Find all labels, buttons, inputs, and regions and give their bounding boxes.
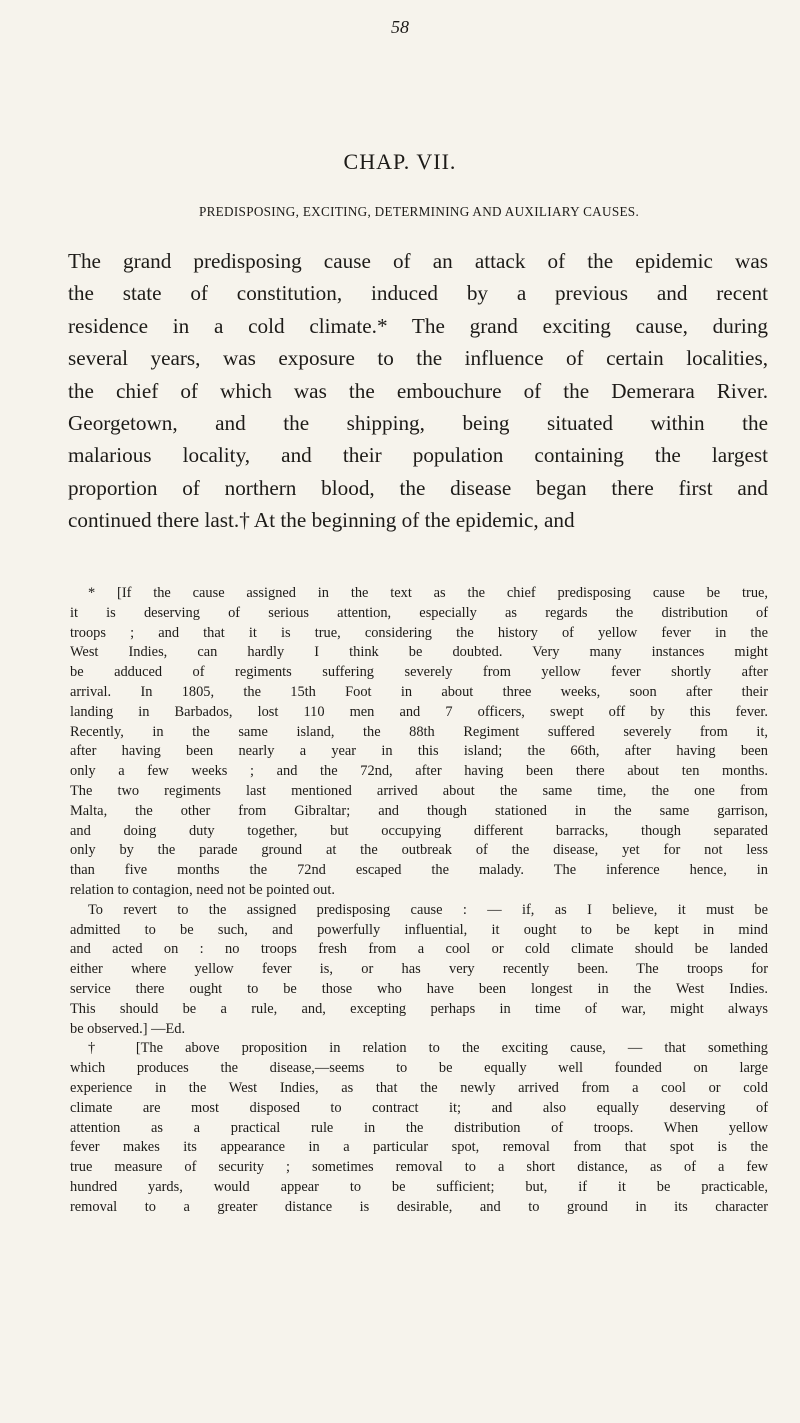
footnote-line: only a few weeks ; and the 72nd, after having been there about ten months. — [70, 763, 768, 780]
footnote-line: hundred yards, would appear to be sufficient; but, if it be practicable, — [70, 1178, 768, 1195]
chapter-title: CHAP. VII. — [343, 149, 457, 174]
footnote-line: attention as a practical rule in the distribution of troops. When yellow — [70, 1119, 768, 1136]
main-text-line: malarious locality, and their population containing the largest — [68, 443, 768, 468]
footnote-line: arrival. In 1805, the 15th Foot in about three weeks, soon after their — [70, 683, 768, 700]
footnote-line: true measure of security ; sometimes removal to a short distance, as of a few — [70, 1159, 768, 1176]
page-number: 58 — [391, 17, 409, 37]
main-text-line: proportion of northern blood, the disease began there first and — [68, 475, 768, 500]
footnote-line: To revert to the assigned predisposing cause : — if, as I believe, it must be — [88, 901, 768, 918]
footnote-line: be adduced of regiments suffering severely from yellow fever shortly after — [70, 664, 768, 681]
footnote-line: after having been nearly a year in this island; the 66th, after having been — [70, 743, 768, 760]
footnote-line: service there ought to be those who have been longest in the West Indies. — [70, 980, 768, 997]
footnote-line: and acted on : no troops fresh from a cool or cold climate should be landed — [70, 941, 768, 958]
footnotes — [70, 584, 768, 1218]
footnote-line: Recently, in the same island, the 88th Regiment suffered severely from it, — [70, 723, 768, 740]
footnote-line: troops ; and that it is true, considering the history of yellow fever in the — [70, 624, 768, 641]
footnote-line: fever makes its appearance in a particular spot, removal from that spot is the — [70, 1139, 768, 1156]
main-text-line: residence in a cold climate.* The grand exciting cause, during — [68, 313, 768, 338]
main-text-line: continued there last.† At the beginning of the epidemic, and — [68, 508, 575, 533]
footnote-line: † [The above proposition in relation to the exciting cause, — that something — [88, 1040, 768, 1057]
main-text-line: Georgetown, and the shipping, being situated within the — [68, 411, 768, 436]
footnote-line: experience in the West Indies, as that the newly arrived from a cool or cold — [70, 1079, 768, 1096]
main-text-line: The grand predisposing cause of an attack of the epidemic was — [68, 249, 768, 273]
footnote-line: * [If the cause assigned in the text as the chief predisposing cause be true, — [88, 585, 768, 601]
footnote-line: landing in Barbados, lost 110 men and 7 officers, swept off by this fever. — [70, 703, 768, 720]
main-text — [68, 245, 768, 537]
footnote-line: be observed.] —Ed. — [70, 1020, 186, 1037]
footnote-line: This should be a rule, and, excepting perhaps in time of war, might always — [70, 1000, 768, 1017]
footnote-line: Malta, the other from Gibraltar; and though stationed in the same garrison, — [70, 802, 768, 819]
footnote-line: only by the parade ground at the outbreak of the disease, yet for not less — [70, 842, 768, 859]
footnote-line: it is deserving of serious attention, especially as regards the distribution of — [70, 604, 768, 621]
main-text-line: the chief of which was the embouchure of the Demerara River. — [68, 378, 768, 403]
footnote-line: admitted to be such, and powerfully influential, it ought to be kept in mind — [70, 921, 768, 938]
footnote-line: and doing duty together, but occupying different barracks, though separated — [70, 822, 768, 839]
main-text-line: several years, was exposure to the influence of certain localities, — [68, 346, 768, 371]
footnote-line: relation to contagion, need not be pointed out. — [70, 881, 335, 898]
main-text-line: the state of constitution, induced by a previous and recent — [68, 281, 768, 306]
footnote-line: climate are most disposed to contract it; and also equally deserving of — [70, 1099, 768, 1116]
chapter-subtitle: PREDISPOSING, EXCITING, DETERMINING AND AUXILIARY CAUSES. — [198, 204, 640, 219]
footnote-line: West Indies, can hardly I think be doubted. Very many instances might — [70, 644, 768, 661]
footnote-line: removal to a greater distance is desirable, and to ground in its character — [70, 1198, 768, 1215]
footnote-line: either where yellow fever is, or has very recently been. The troops for — [70, 961, 768, 978]
footnote-line: The two regiments last mentioned arrived about the same time, the one from — [70, 782, 768, 799]
footnote-line: which produces the disease,—seems to be equally well founded on large — [70, 1060, 768, 1077]
footnote-line: than five months the 72nd escaped the malady. The inference hence, in — [70, 862, 768, 879]
